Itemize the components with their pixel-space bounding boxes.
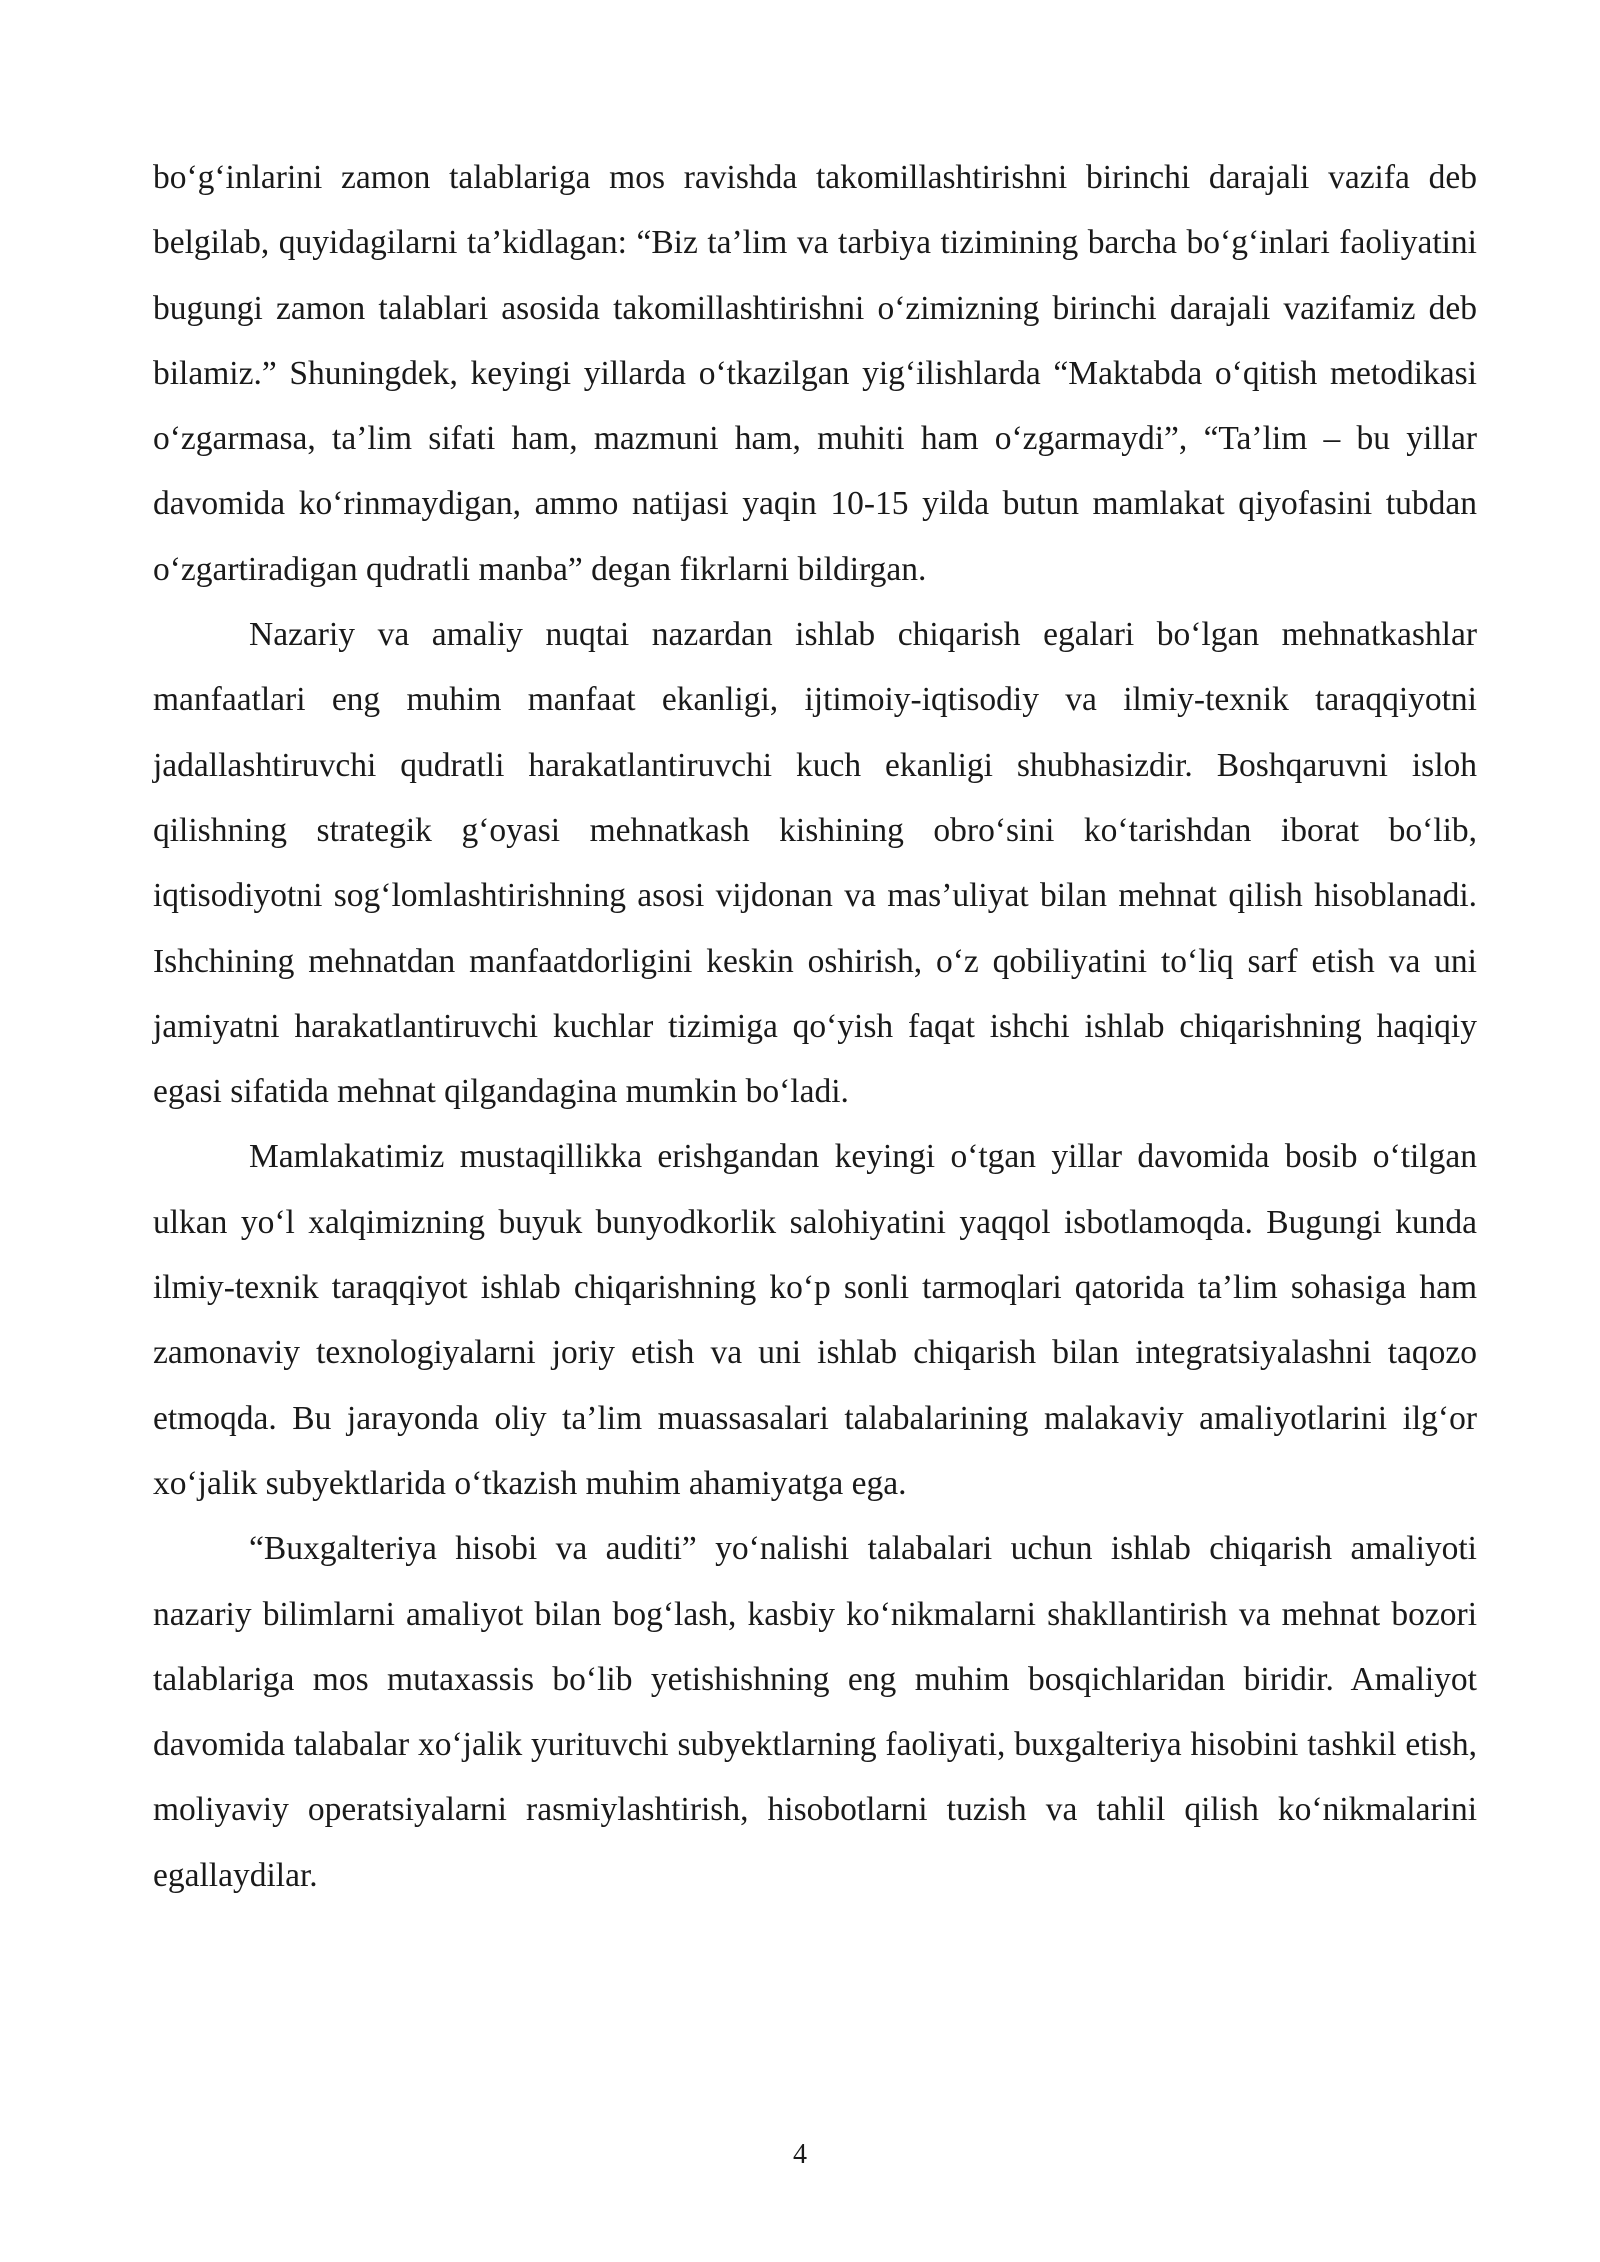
page-number: 4 (793, 2139, 807, 2170)
paragraph-accounting-practice: “Buxgalteriya hisobi va auditi” yo‘nalishi talabalari uchun ishlab chiqarish amaliyoti nazariy bilimlarni amaliyot bilan bog‘lash, kasbiy ko‘nikmalarni shakllantirish va mehnat bozori talablariga mos mutaxassis bo‘lib yetishishning eng muhim bosqichlaridan biridir. Amaliyot davomida talabalar xo‘jalik yurituvchi subyektlarning faoliyati, buxgalteriya hisobini tashkil etish, moliyaviy operatsiyalarni rasmiylashtirish, hisobotlarni tuzish va tahlil qilish ko‘nikmalarini egallaydilar. (153, 1530, 1477, 1894)
paragraph-independence-progress: Mamlakatimiz mustaqillikka erishgandan keyingi o‘tgan yillar davomida bosib o‘tilgan ulkan yo‘l xalqimizning buyuk bunyodkorlik salohiyatini yaqqol isbotlamoqda. Bugungi kunda ilmiy-texnik taraqqiyot ishlab chiqarishning ko‘p sonli tarmoqlari qatorida ta’lim sohasiga ham zamonaviy texnologiyalarni joriy etish va uni ishlab chiqarish bilan integratsiyalashni taqozo etmoqda. Bu jarayonda oliy ta’lim muassasalari talabalarining malakaviy amaliyotlarini ilg‘or xo‘jalik subyektlarida o‘tkazish muhim ahamiyatga ega. (153, 1138, 1477, 1502)
paragraph-workers-interests: Nazariy va amaliy nuqtai nazardan ishlab chiqarish egalari bo‘lgan mehnatkashlar manfaatlari eng muhim manfaat ekanligi, ijtimoiy-iqtisodiy va ilmiy-texnik taraqqiyotni jadallashtiruvchi qudratli harakatlantiruvchi kuch ekanligi shubhasizdir. Boshqaruvni isloh qilishning strategik g‘oyasi mehnatkash kishining obro‘sini ko‘tarishdan iborat bo‘lib, iqtisodiyotni sog‘lomlashtirishning asosi vijdonan va mas’uliyat bilan mehnat qilish hisoblanadi. Ishchining mehnatdan manfaatdorligini keskin oshirish, o‘z qobiliyatini to‘liq sarf etish va uni jamiyatni harakatlantiruvchi kuchlar tizimiga qo‘yish faqat ishchi ishlab chiqarishning haqiqiy egasi sifatida mehnat qilgandagina mumkin bo‘ladi. (153, 616, 1477, 1111)
paragraph-continuation: bo‘g‘inlarini zamon talablariga mos ravishda takomillashtirishni birinchi darajali vazifa deb belgilab, quyidagilarni ta’kidlagan: “Biz ta’lim va tarbiya tizimining barcha bo‘g‘inlari faoliyatini bugungi zamon talablari asosida takomillashtirishni o‘zimizning birinchi darajali vazifamiz deb bilamiz.” Shuningdek, keyingi yillarda o‘tkazilgan yig‘ilishlarda “Maktabda o‘qitish metodikasi o‘zgarmasa, ta’lim sifati ham, mazmuni ham, muhiti ham o‘zgarmaydi”, “Ta’lim – bu yillar davomida ko‘rinmaydigan, ammo natijasi yaqin 10-15 yilda butun mamlakat qiyofasini tubdan o‘zgartiradigan qudratli manba” degan fikrlarni bildirgan. (153, 159, 1477, 588)
document-body (153, 145, 1477, 1908)
